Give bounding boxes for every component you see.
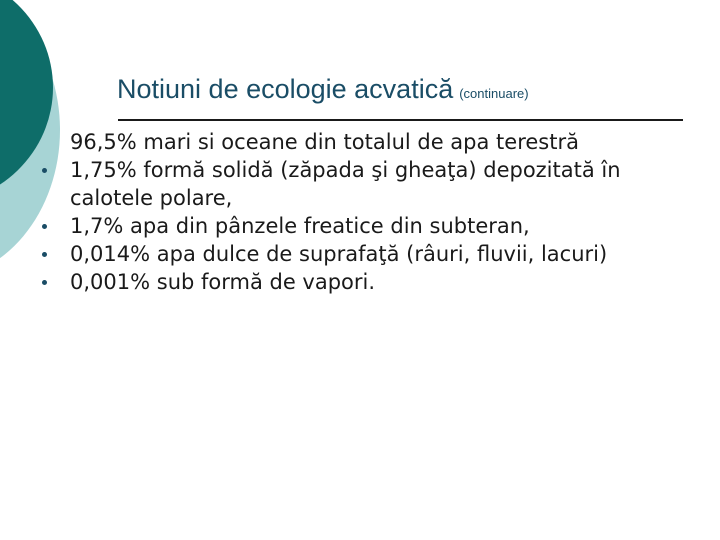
list-item [70,212,670,240]
bullet-icon [42,280,47,285]
list-item-text: 1,7% apa din pânzele freatice din subteran, [70,214,530,238]
bullet-icon [42,252,47,257]
list-item-text: 96,5% mari si oceane din totalul de apa terestră [70,130,579,154]
bullet-icon [42,224,47,229]
list-item [70,240,670,268]
bullet-icon [42,168,47,173]
list-item [70,156,670,212]
list-item-text: 0,014% apa dulce de suprafaţă (râuri, fluvii, lacuri) [70,242,608,266]
slide-title: Notiuni de ecologie acvatică [117,74,454,104]
list-item-text: 1,75% formă solidă (zăpada şi gheaţa) depozitată în calotele polare, [70,158,621,210]
title-divider [118,119,683,121]
list-item-text: 0,001% sub formă de vapori. [70,270,376,294]
list-item [70,128,670,156]
slide-title-area [117,74,677,105]
slide-title-suffix: (continuare) [459,86,529,101]
bullet-list [70,128,670,296]
list-item [70,268,670,296]
